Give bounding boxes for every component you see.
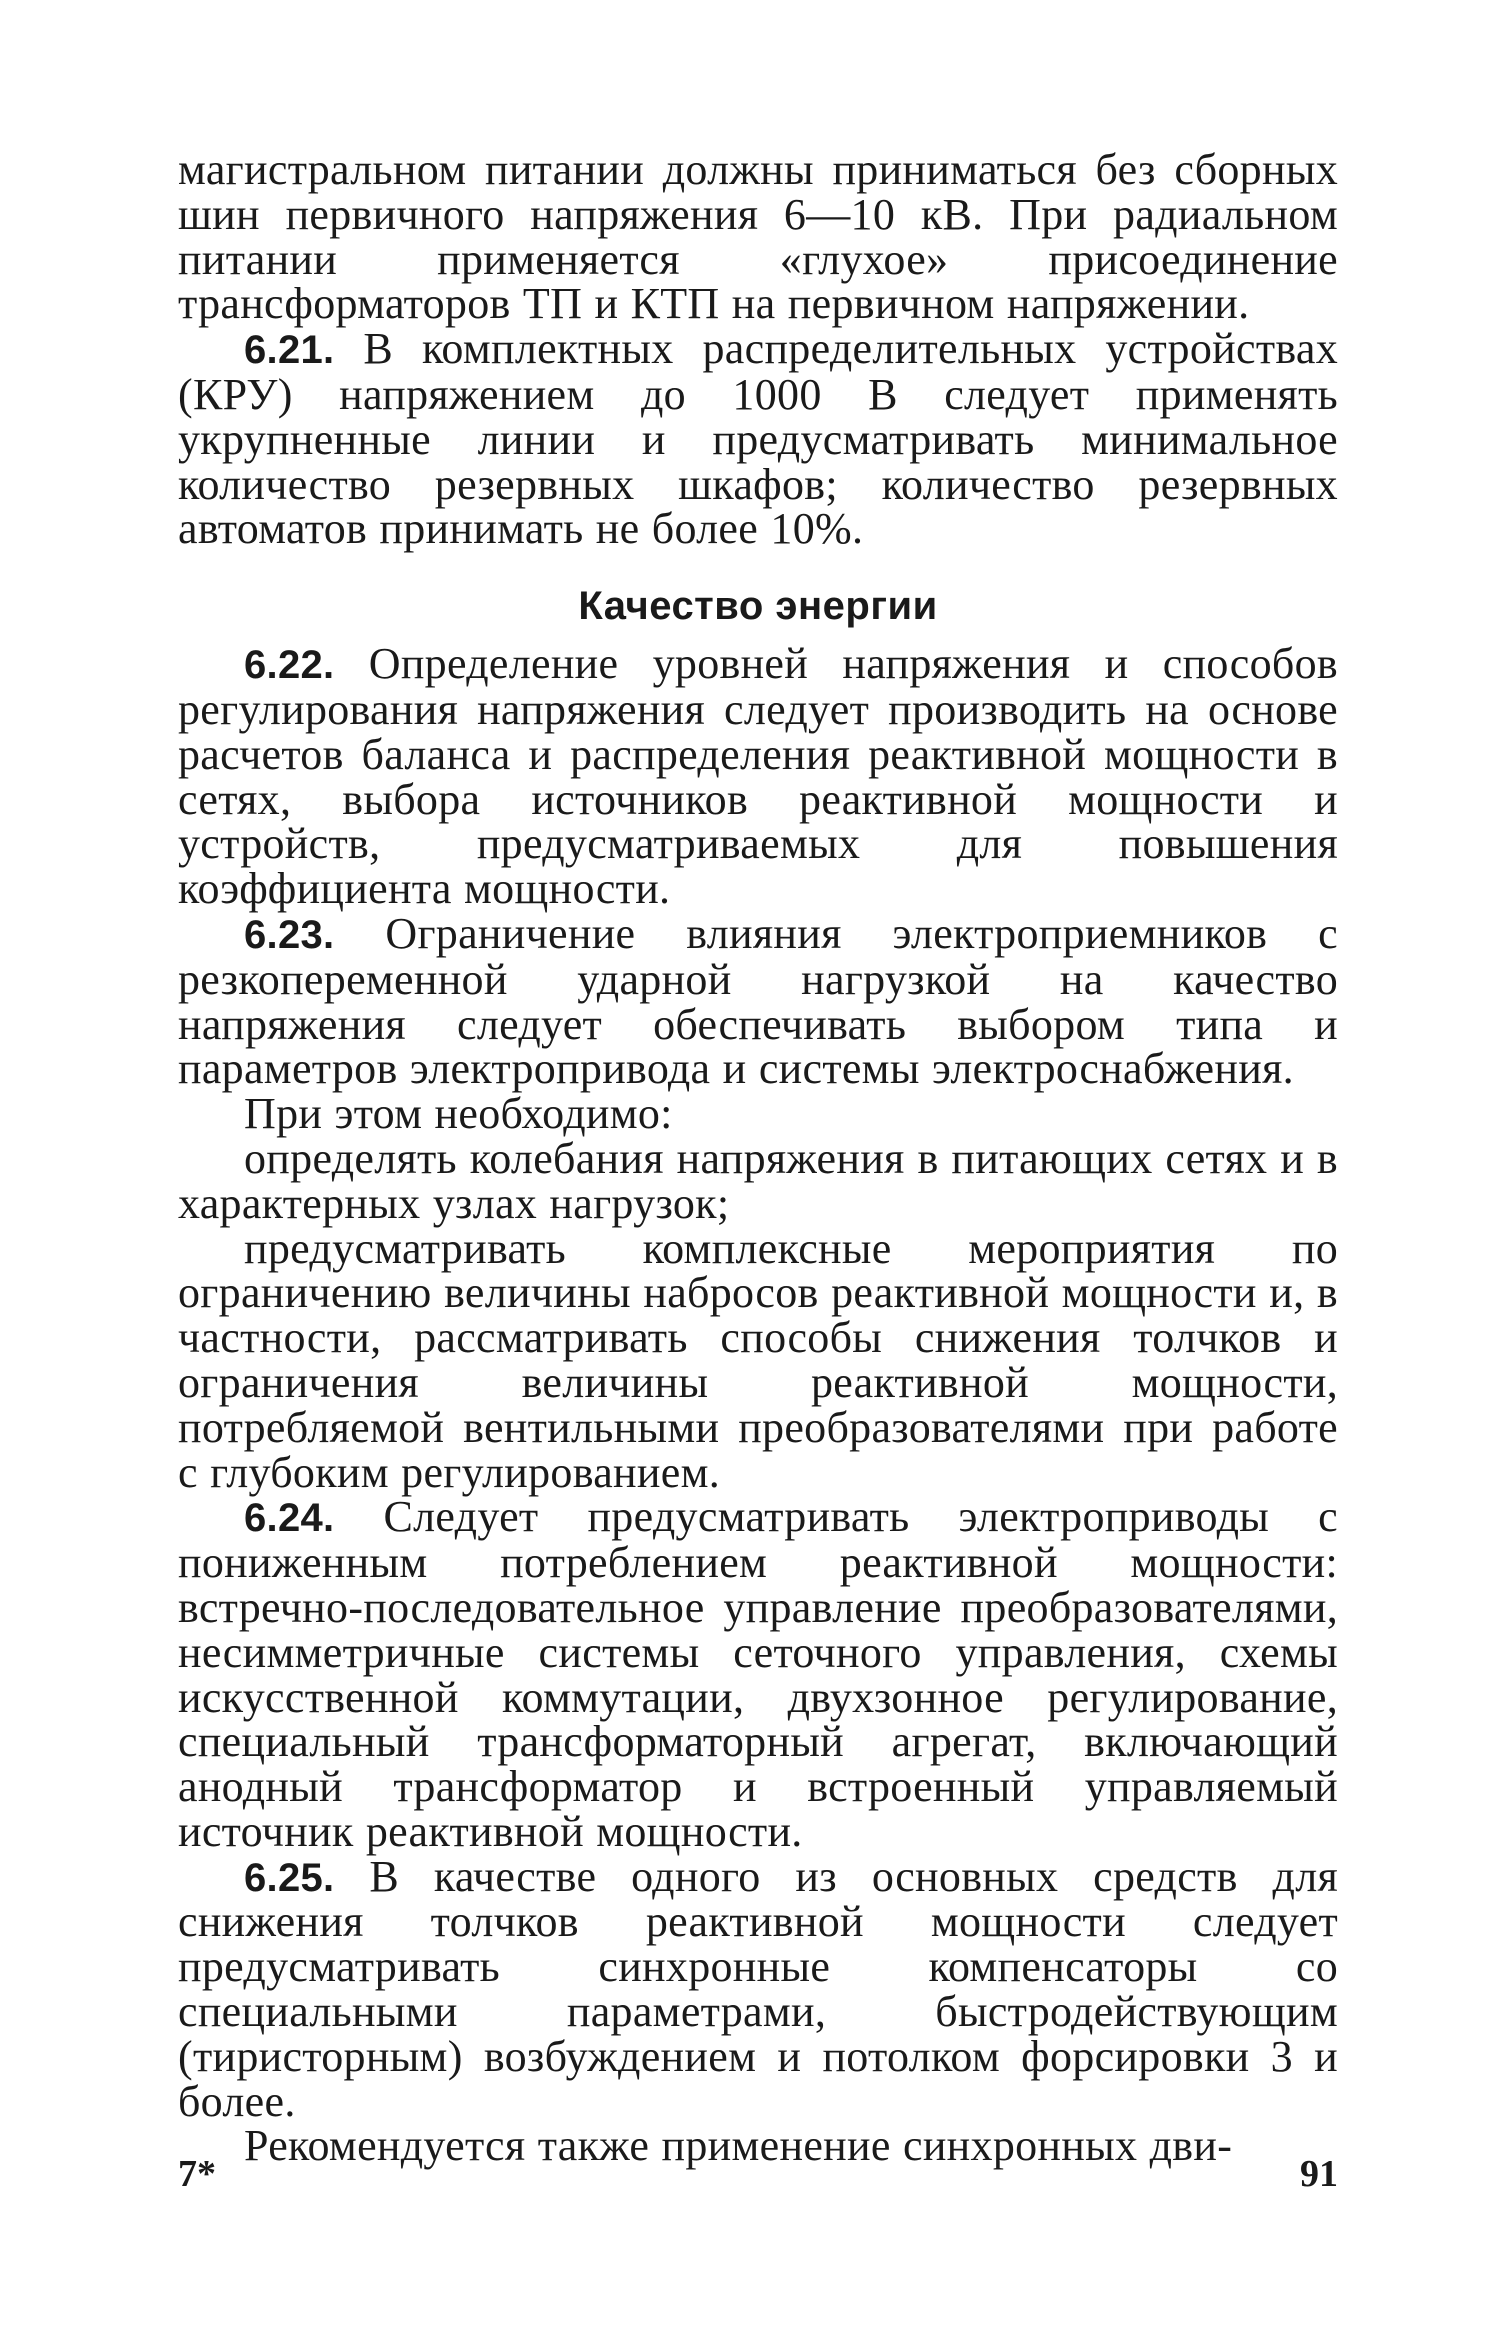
paragraph-text: Следует предусматривать электроприводы с пониженным потреблением реактивной мощности: встречно-последовательное управление преобразователями, несимметричные системы сеточного управления, схемы искусственной коммутации, двухзонное регулирование, специальный трансформаторный агрегат, включающий анодный трансформатор и встроенный управляемый источник реактивной мощности. bbox=[178, 1492, 1338, 1856]
clause-number: 6.21. bbox=[244, 328, 335, 373]
paragraph-last bbox=[178, 2121, 1338, 2171]
paragraph-item bbox=[178, 1223, 1338, 1497]
clause-number: 6.22. bbox=[244, 643, 335, 688]
section-heading: Качество энергии bbox=[578, 584, 938, 629]
clause-number: 6.25. bbox=[244, 1855, 335, 1900]
paragraph-6-21 bbox=[178, 324, 1338, 554]
paragraph-text: Определение уровней напряжения и способов регулирования напряжения следует производить на основе расчетов баланса и распределения реактивной мощности в сетях, выбора источников реактивной мощности и устройств, предусматриваемых для повышения коэффициента мощности. bbox=[178, 639, 1338, 914]
paragraph-text: Рекомендуется также применение синхронных дви- bbox=[244, 2121, 1233, 2171]
paragraph-text: В комплектных распределительных устройствах (КРУ) напряжением до 1000 В следует применять укрупненные линии и предусматривать минимальное количество резервных шкафов; количество резервных автоматов принимать не более 10%. bbox=[178, 324, 1338, 554]
paragraph-text: При этом необходимо: bbox=[244, 1089, 673, 1139]
paragraph-text: определять колебания напряжения в питающих сетях и в характерных узлах нагрузок; bbox=[178, 1133, 1338, 1228]
page-body bbox=[178, 145, 1338, 2171]
paragraph-text: магистральном питании должны приниматься без сборных шин первичного напряжения 6—10 кВ. При радиальном питании применяется «глухое» присоединение трансформаторов ТП и КТП на первичном напряжении. bbox=[178, 145, 1338, 329]
paragraph-text: Ограничение влияния электроприемников с резкопеременной ударной нагрузкой на качество напряжения следует обеспечивать выбором типа и параметров электропривода и системы электроснабжения. bbox=[178, 908, 1338, 1094]
page-number: 91 bbox=[1300, 2153, 1338, 2195]
paragraph-text: В качестве одного из основных средств для снижения толчков реактивной мощности следует предусматривать синхронные компенсаторы со специальными параметрами, быстродействующим (тиристорным) возбуждением и потолком форсировки 3 и более. bbox=[178, 1851, 1338, 2126]
paragraph-6-24 bbox=[178, 1492, 1338, 1856]
signature-mark: 7* bbox=[178, 2153, 216, 2195]
clause-number: 6.24. bbox=[244, 1496, 335, 1541]
paragraph-item bbox=[178, 1133, 1338, 1228]
paragraph-intro bbox=[178, 1089, 1338, 1139]
paragraph-text: предусматривать комплексные мероприятия по ограничению величины набросов реактивной мощности и, в частности, рассматривать способы снижения толчков и ограничения величины реактивной мощности, потребляемой вентильными преобразователями при работе с глубоким регулированием. bbox=[178, 1223, 1338, 1497]
paragraph-6-23 bbox=[178, 908, 1338, 1094]
paragraph-6-22 bbox=[178, 639, 1338, 914]
paragraph-6-25 bbox=[178, 1851, 1338, 2126]
paragraph-continuation bbox=[178, 145, 1338, 329]
clause-number: 6.23. bbox=[244, 912, 335, 957]
